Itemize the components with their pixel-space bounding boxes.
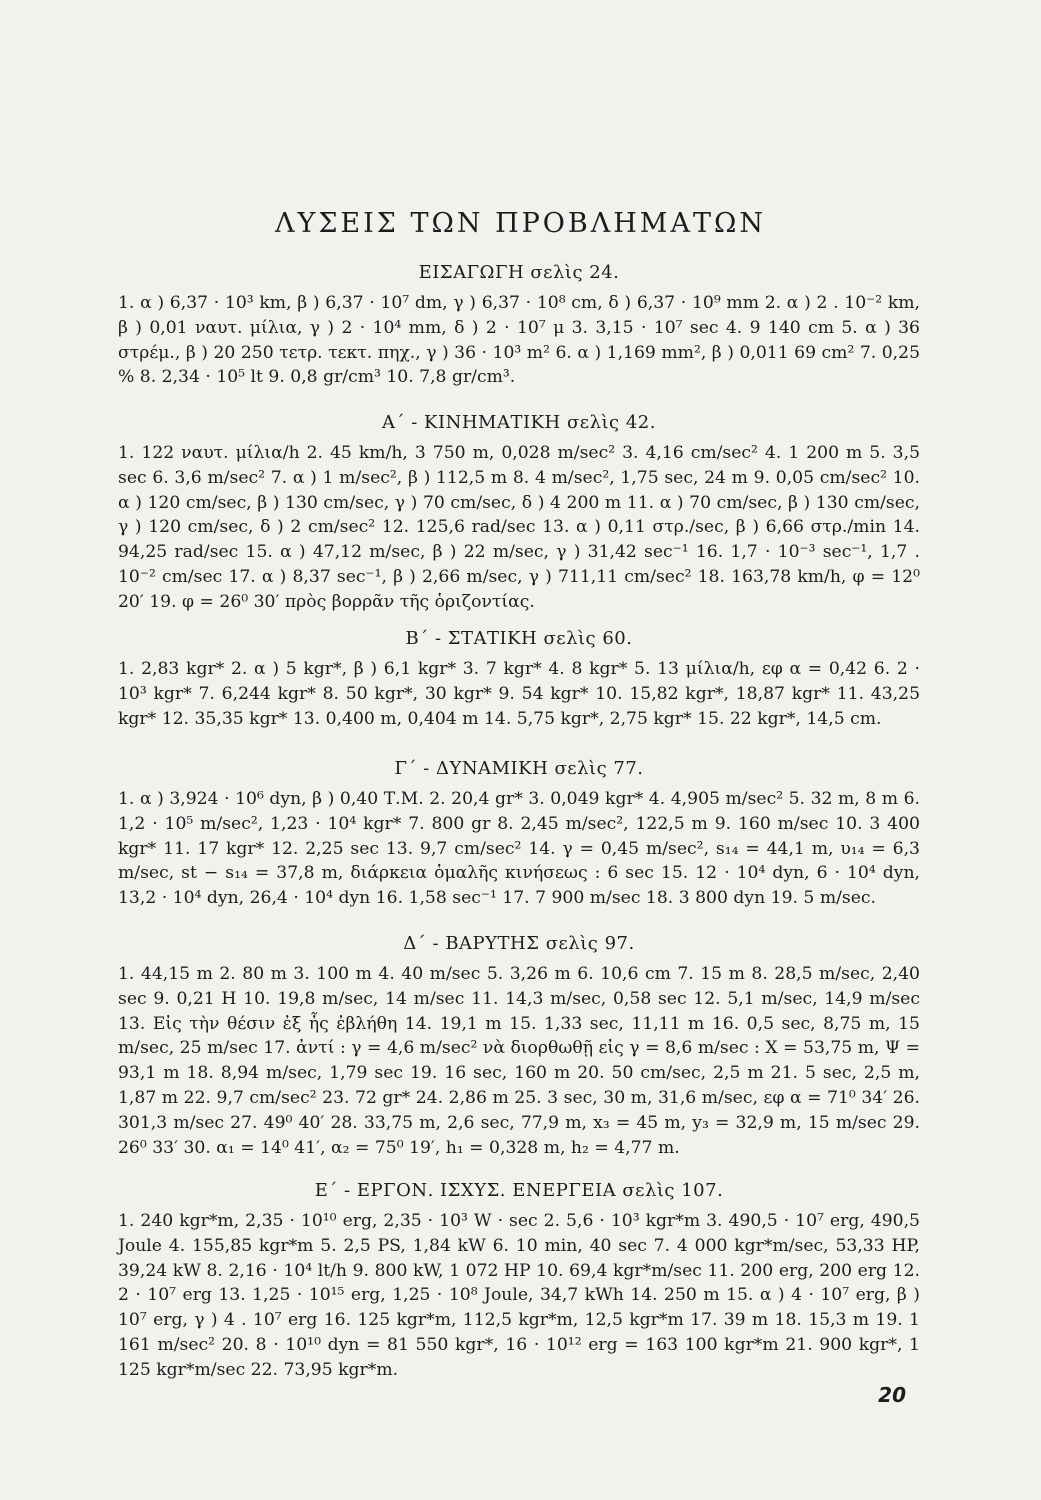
section-answers: 1. 44,15 m 2. 80 m 3. 100 m 4. 40 m/sec 5. 3,26 m 6. 10,6 cm 7. 15 m 8. 28,5 m/sec, 2,40 sec 9. 0,21 Η 10. 19,8 m/sec, 14 m/sec 11. 14,3 m/sec, 0,58 sec 12. 5,1 m/sec, 14,9 m/sec 13. Εἰς τὴν θέσιν ἐξ ἧς ἐβλήθη 14. 19,1 m 15. 1,33 sec, 11,11 m 16. 0,5 sec, 8,75 m, 15 m/sec, 25 m/sec 17. ἀντί : γ = 4,6 m/sec² νὰ διορθωθῇ εἰς γ = 8,6 m/sec : X = 53,75 m, Ψ = 93,1 m 18. 8,94 m/sec, 1,79 sec 19. 16 sec, 160 m 20. 50 cm/sec, 2,5 m 21. 5 sec, 2,5 m, 1,87 m 22. 9,7 cm/sec² 23. 72 gr* 24. 2,86 m 25. 3 sec, 30 m, 31,6 m/sec, εφ α = 71⁰ 34′ 26. 301,3 m/sec 27. 49⁰ 40′ 28. 33,75 m, 2,6 sec, 77,9 m, x₃ = 45 m, y₃ = 32,9 m, 15 m/sec 29. 26⁰ 33′ 30. α₁ = 14⁰ 41′, α₂ = 75⁰ 19′, h₁ = 0,328 m, h₂ = 4,77 m. xyxy=(118,964,920,1158)
page-title: ΛΥΣΕΙΣ ΤΩΝ ΠΡΟΒΛΗΜΑΤΩΝ xyxy=(275,208,766,239)
section-heading: Γ΄ - ΔΥΝΑΜΙΚΗ σελὶς 77. xyxy=(394,758,644,779)
section-answers: 1. 240 kgr*m, 2,35 · 10¹⁰ erg, 2,35 · 10³ W · sec 2. 5,6 · 10³ kgr*m 3. 490,5 · 10⁷ erg, 490,5 Joule 4. 155,85 kgr*m 5. 2,5 PS, 1,84 kW 6. 10 min, 40 sec 7. 4 000 kgr*m/sec, 53,33 HP, 39,24 kW 8. 2,16 · 10⁴ lt/h 9. 800 kW, 1 072 HP 10. 69,4 kgr*m/sec 11. 200 erg, 200 erg 12. 2 · 10⁷ erg 13. 1,25 · 10¹⁵ erg, 1,25 · 10⁸ Joule, 34,7 kWh 14. 250 m 15. α ) 4 · 10⁷ erg, β ) 10⁷ erg, γ ) 4 . 10⁷ erg 16. 125 kgr*m, 112,5 kgr*m, 12,5 kgr*m 17. 39 m 18. 15,3 m 19. 1 161 m/sec² 20. 8 · 10¹⁰ dyn = 81 550 kgr*, 16 · 10¹² erg = 163 100 kgr*m 21. 900 kgr*, 1 125 kgr*m/sec 22. 73,95 kgr*m. xyxy=(118,1211,920,1380)
section-statics xyxy=(118,628,920,731)
section-heading: Δ΄ - ΒΑΡΥΤΗΣ σελὶς 97. xyxy=(403,933,635,954)
section-gravity xyxy=(118,933,920,1160)
page-number: 20 xyxy=(878,1383,906,1407)
section-kinematics xyxy=(118,412,920,615)
section-answers: 1. 122 ναυτ. μίλια/h 2. 45 km/h, 3 750 m, 0,028 m/sec² 3. 4,16 cm/sec² 4. 1 200 m 5. 3,5 sec 6. 3,6 m/sec² 7. α ) 1 m/sec², β ) 112,5 m 8. 4 m/sec², 1,75 sec, 24 m 9. 0,05 cm/sec² 10. α ) 120 cm/sec, β ) 130 cm/sec, γ ) 70 cm/sec, δ ) 4 200 m 11. α ) 70 cm/sec, β ) 130 cm/sec, γ ) 120 cm/sec, δ ) 2 cm/sec² 12. 125,6 rad/sec 13. α ) 0,11 στρ./sec, β ) 6,66 στρ./min 14. 94,25 rad/sec 15. α ) 47,12 m/sec, β ) 22 m/sec, γ ) 31,42 sec⁻¹ 16. 1,7 · 10⁻³ sec⁻¹, 1,7 . 10⁻² cm/sec 17. α ) 8,37 sec⁻¹, β ) 2,66 m/sec, γ ) 711,11 cm/sec² 18. 163,78 km/h, φ = 12⁰ 20′ 19. φ = 26⁰ 30′ πρὸς βορρᾶν τῆς ὁριζοντίας. xyxy=(118,443,920,612)
section-dynamics xyxy=(118,758,920,911)
section-answers: 1. α ) 3,924 · 10⁶ dyn, β ) 0,40 Τ.Μ. 2. 20,4 gr* 3. 0,049 kgr* 4. 4,905 m/sec² 5. 32 m, 8 m 6. 1,2 · 10⁵ m/sec², 1,23 · 10⁴ kgr* 7. 800 gr 8. 2,45 m/sec², 122,5 m 9. 160 m/sec 10. 3 400 kgr* 11. 17 kgr* 12. 2,25 sec 13. 9,7 cm/sec² 14. γ = 0,45 m/sec², s₁₄ = 44,1 m, υ₁₄ = 6,3 m/sec, st − s₁₄ = 37,8 m, διάρκεια ὁμαλῆς κινήσεως : 6 sec 15. 12 · 10⁴ dyn, 6 · 10⁴ dyn, 13,2 · 10⁴ dyn, 26,4 · 10⁴ dyn 16. 1,58 sec⁻¹ 17. 7 900 m/sec 18. 3 800 dyn 19. 5 m/sec. xyxy=(118,789,920,909)
section-answers: 1. 2,83 kgr* 2. α ) 5 kgr*, β ) 6,1 kgr* 3. 7 kgr* 4. 8 kgr* 5. 13 μίλια/h, εφ α = 0,42 6. 2 · 10³ kgr* 7. 6,244 kgr* 8. 50 kgr*, 30 kgr* 9. 54 kgr* 10. 15,82 kgr*, 18,87 kgr* 11. 43,25 kgr* 12. 35,35 kgr* 13. 0,400 m, 0,404 m 14. 5,75 kgr*, 2,75 kgr* 15. 22 kgr*, 14,5 cm. xyxy=(118,659,920,729)
section-heading: Ε΄ - ΕΡΓΟΝ. ΙΣΧΥΣ. ΕΝΕΡΓΕΙΑ σελὶς 107. xyxy=(314,1180,724,1201)
section-work-power-energy xyxy=(118,1180,920,1383)
section-introduction xyxy=(118,262,920,390)
section-heading: ΕΙΣΑΓΩΓΗ σελὶς 24. xyxy=(418,262,620,283)
section-heading: Β΄ - ΣΤΑΤΙΚΗ σελὶς 60. xyxy=(405,628,633,649)
section-answers: 1. α ) 6,37 · 10³ km, β ) 6,37 · 10⁷ dm, γ ) 6,37 · 10⁸ cm, δ ) 6,37 · 10⁹ mm 2. α ) 2 . 10⁻² km, β ) 0,01 ναυτ. μίλια, γ ) 2 · 10⁴ mm, δ ) 2 · 10⁷ μ 3. 3,15 · 10⁷ sec 4. 9 140 cm 5. α ) 36 στρέμ., β ) 20 250 τετρ. τεκτ. πηχ., γ ) 36 · 10³ m² 6. α ) 1,169 mm², β ) 0,011 69 cm² 7. 0,25 % 8. 2,34 · 10⁵ lt 9. 0,8 gr/cm³ 10. 7,8 gr/cm³. xyxy=(118,293,920,388)
section-heading: Α΄ - ΚΙΝΗΜΑΤΙΚΗ σελὶς 42. xyxy=(382,412,656,433)
